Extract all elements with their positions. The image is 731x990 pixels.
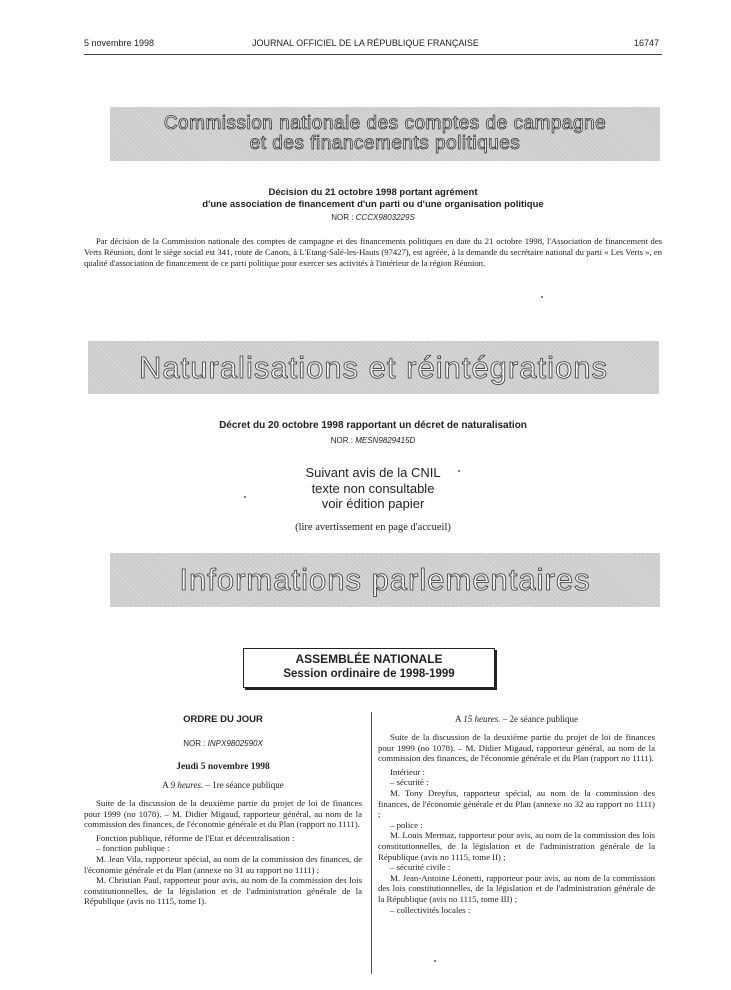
agenda-heading: ORDRE DU JOUR — [183, 714, 263, 725]
seance-line — [378, 714, 655, 724]
seance-time: 15 heures. — [463, 714, 501, 724]
cnil-line2: texte non consultable — [311, 480, 435, 496]
left-column — [84, 714, 362, 907]
decision-title — [84, 187, 662, 211]
seance-prefix: A — [455, 714, 462, 724]
decree-nor — [84, 436, 662, 445]
speck — [434, 960, 436, 962]
agenda-paragraph: Suite de la discussion de la deuxième partie du projet de loi de finances pour 1999 (no 1078). – M. Didier Migaud, rapporteur général, au nom de la commission des finances, de l'économie générale et du Plan (rapport no 1111). — [378, 732, 655, 764]
nor-value: MESN9829415D — [355, 436, 416, 445]
decision-title-line2: d'une association de financement d'un parti ou d'une organisation politique — [202, 199, 544, 210]
session-title: Session ordinaire de 1998-1999 — [283, 668, 455, 680]
decision-body: Par décision de la Commission nationale des comptes de campagne et des financements politiques en date du 21 octobre 1998, l'Association de financement des Verts Réunion, dont le siège social est 341, route de Canots, à L'Etang-Salé-les-Hauts (97427), est agréée, à la demande du secrétaire national du parti « Les Verts », en qualité d'association de financement de ce parti politique pour exercer ses activités à l'intérieur de la région Réunion. — [84, 236, 662, 268]
page-number: 16747 — [634, 38, 660, 48]
agenda-paragraph: – police : — [390, 819, 423, 830]
seance-time: 9 heures. — [170, 780, 204, 790]
nor-label: NOR : — [330, 436, 353, 445]
seance-prefix: A — [162, 780, 169, 790]
assemblee-box — [243, 648, 495, 688]
cnil-notice — [84, 465, 662, 512]
seance-text: – 2e séance publique — [502, 714, 578, 724]
decision-title-line1: Décision du 21 octobre 1998 portant agrément — [268, 187, 478, 198]
agenda-paragraph: M. Jean-Antoine Léonetti, rapporteur pour avis, au nom de la commission des lois constitutionnelles, de la législation et de l'administration générale de la République (avis no 1115, tome III) ; — [378, 872, 655, 904]
nor-value: CCCX9803229S — [355, 213, 415, 222]
speck — [244, 496, 246, 498]
agenda-date: Jeudi 5 novembre 1998 — [176, 762, 270, 772]
agenda-paragraph: Intérieur : — [390, 766, 425, 777]
seance-text: – 1re séance publique — [205, 780, 284, 790]
header-date: 5 novembre 1998 — [84, 38, 155, 48]
speck — [458, 470, 460, 472]
cnil-line3: voir édition papier — [321, 496, 425, 511]
agenda-nor — [84, 739, 362, 748]
banner-title: Informations parlementaires — [179, 562, 591, 597]
agenda-paragraph: – sécurité civile : — [390, 862, 451, 873]
nor-label: NOR : — [331, 213, 354, 222]
agenda-paragraph: – sécurité : — [390, 777, 429, 788]
agenda-paragraph: M. Tony Dreyfus, rapporteur spécial, au nom de la commission des finances, de l'économie générale et du Plan (annexe no 32 au rapport no 1111) ; — [378, 787, 655, 820]
decision-nor — [84, 213, 662, 222]
nor-value: INPX9802590X — [207, 739, 263, 748]
banner-title: Naturalisations et réintégrations — [139, 350, 608, 385]
seance-line — [84, 780, 362, 790]
speck — [541, 296, 543, 298]
decree-title: Décret du 20 octobre 1998 rapportant un décret de naturalisation — [219, 420, 527, 431]
agenda-paragraph: – collectivités locales : — [390, 904, 471, 915]
agenda-paragraph: – fonction publique : — [96, 843, 170, 854]
informations-banner — [110, 553, 660, 607]
cnil-line1: Suivant avis de la CNIL — [305, 465, 441, 480]
commission-banner — [110, 107, 660, 161]
header-rule — [84, 54, 662, 55]
nor-label: NOR : — [183, 739, 206, 748]
agenda-paragraph: M. Louis Mermaz, rapporteur pour avis, au nom de la commission des lois constitutionnelles, de la législation et de l'administration générale de la République (avis no 1115, tome II) ; — [378, 830, 655, 862]
agenda-paragraph: Fonction publique, réforme de l'Etat et décentralisation : — [96, 832, 295, 843]
banner-line1: Commission nationale des comptes de campagne — [163, 113, 607, 134]
right-column — [378, 714, 655, 915]
home-page-notice: (lire avertissement en page d'accueil) — [295, 522, 451, 533]
agenda-paragraph: M. Christian Paul, rapporteur pour avis, au nom de la commission des lois constitutionnelles, de la législation et de l'administration générale de la République (avis no 1115, tome I). — [84, 875, 362, 907]
naturalisations-banner — [88, 341, 659, 394]
banner-line2: et des financements politiques — [249, 133, 521, 154]
agenda-paragraph: M. Jean Vila, rapporteur spécial, au nom de la commission des finances, de l'économie générale et du Plan (annexe no 31 au rapport no 1111) ; — [84, 853, 362, 875]
assemblee-title: ASSEMBLÉE NATIONALE — [295, 652, 443, 666]
column-divider — [371, 712, 372, 974]
agenda-paragraph: Suite de la discussion de la deuxième partie du projet de loi de finances pour 1999 (no 1078). – M. Didier Migaud, rapporteur général, au nom de la commission des finances, de l'économie générale et du Plan (rapport no 1111). — [84, 798, 362, 830]
journal-title: JOURNAL OFFICIEL DE LA RÉPUBLIQUE FRANÇAISE — [252, 38, 479, 48]
